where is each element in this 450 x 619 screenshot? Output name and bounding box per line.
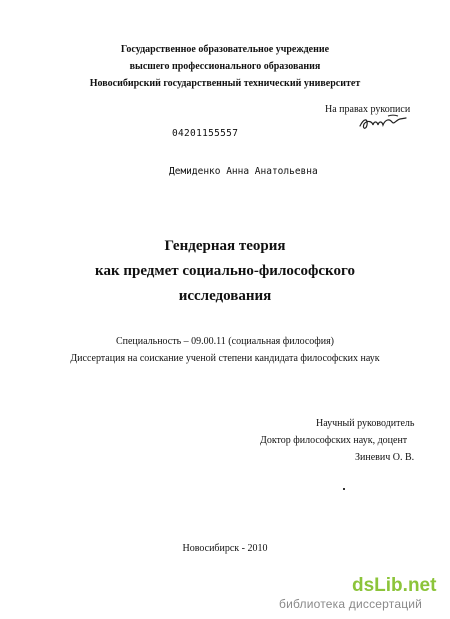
title-line-2: как предмет социально-философского — [95, 263, 355, 279]
author-name: Демиденко Анна Анатольевна — [169, 166, 318, 177]
institution-line-2: высшего профессионального образования — [129, 61, 321, 72]
degree-line: Диссертация на соискание ученой степени кандидата философских наук — [70, 353, 380, 364]
supervisor-degree: Доктор философских наук, доцент — [260, 435, 408, 446]
supervisor-name: Зиневич О. В. — [355, 452, 415, 463]
ink-dot — [343, 488, 345, 490]
rights-note: На правах рукописи — [325, 104, 411, 115]
serial-number: 04201155557 — [172, 128, 239, 139]
watermark-logo — [352, 575, 436, 597]
specialty-line: Специальность – 09.00.11 (социальная философия) — [115, 336, 335, 347]
institution-line-3: Новосибирский государственный технический университет — [89, 78, 361, 89]
watermark-subtitle: библиотека диссертаций — [279, 597, 423, 611]
city-year: Новосибирск - 2010 — [182, 543, 268, 554]
title-line-3: исследования — [178, 288, 272, 304]
watermark-logo-main: dsLib — [352, 575, 403, 596]
institution-line-1: Государственное образовательное учреждение — [120, 44, 330, 55]
watermark-logo-ext: .net — [402, 575, 437, 596]
title-line-1: Гендерная теория — [164, 238, 286, 254]
signature-icon — [358, 112, 410, 134]
supervisor-label: Научный руководитель — [316, 418, 415, 429]
